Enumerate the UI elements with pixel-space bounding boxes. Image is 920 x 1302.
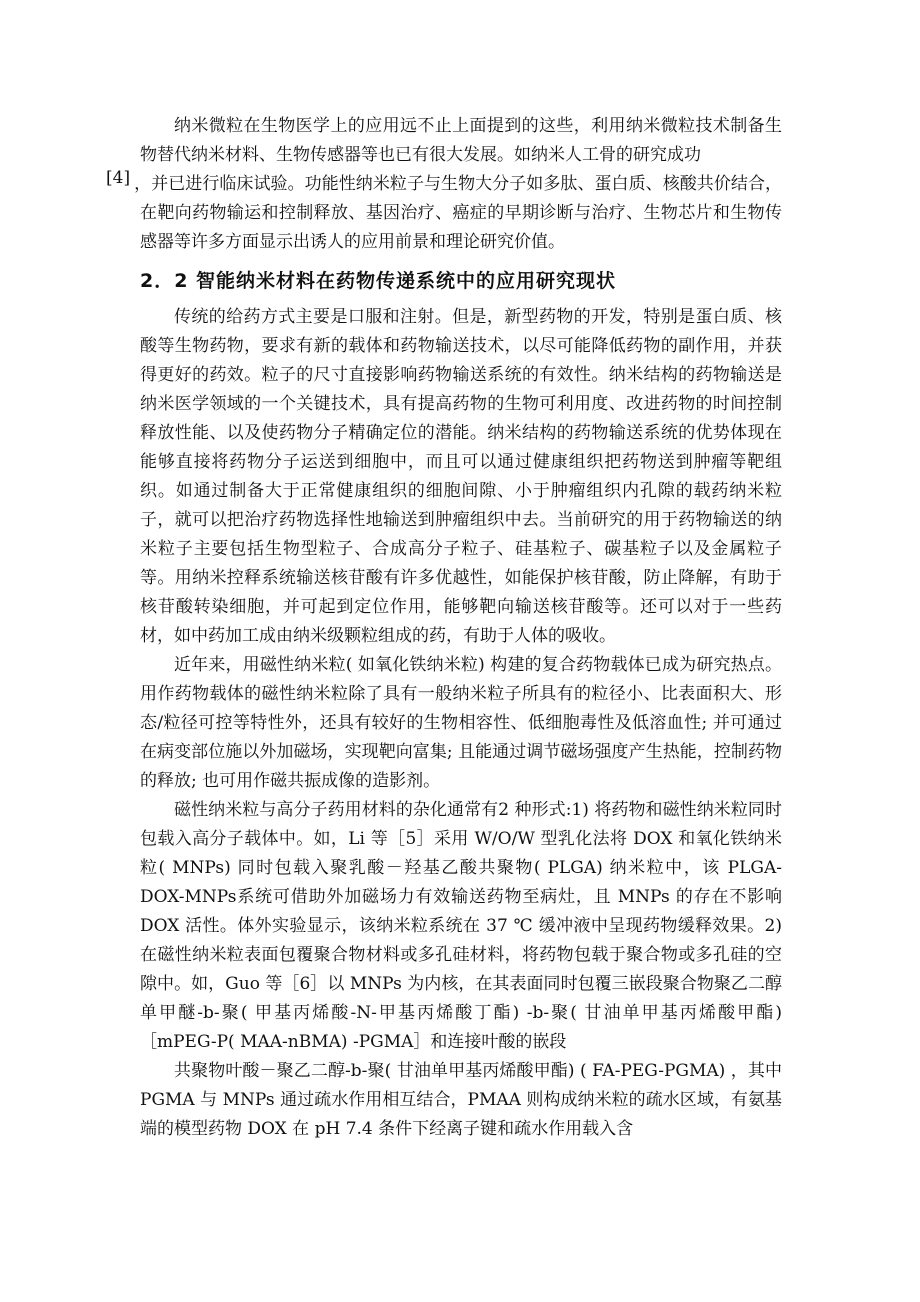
paragraph-hybrid-forms: [140, 796, 782, 1057]
paragraph-hybrid-forms-b: 和氧化铁纳米粒( MNPs) 同时包载入聚乳酸－羟基乙酸共聚物( PLGA) 纳米粒中，该 PLGA-DOX-MNPs系统可借助外加磁场力有效输送药物至病灶，且 MNPs 的存在不影响 DOX 活性。体外实验显示，该纳米粒系统在 37 ℃ 缓冲液中呈现药物缓释效果。2) 在磁性纳米粒表面包覆聚合物材料或多孔硅材料，将药物包载于聚合物或多孔硅的空隙中。如，Guo 等［6］以 MNPs 为内核，在其表面同时包覆三嵌段聚合物聚乙二醇单甲醚-b-聚( 甲基丙烯酸-N-甲基丙烯酸丁酯) -b-聚( 甘油单甲基丙烯酸甲酯) ［mPEG-P( MAA-nBMA) -PGMA］和连接叶酸的嵌段: [140, 829, 782, 1052]
section-heading: 2．2 智能纳米材料在药物传递系统中的应用研究现状: [140, 270, 617, 292]
paragraph-magnetic-nanoparticles: 近年来，用磁性纳米粒( 如氧化铁纳米粒) 构建的复合药物载体已成为研究热点。用作药物载体的磁性纳米粒除了具有一般纳米粒子所具有的粒径小、比表面积大、形态/粒径可控等特性外，还具有较好的生物相容性、低细胞毒性及低溶血性; 并可通过在病变部位施以外加磁场，实现靶向富集; 且能通过调节磁场强度产生热能，控制药物的释放; 也可用作磁共振成像的造影剂。: [140, 655, 782, 791]
document-body: [106, 112, 782, 1144]
paragraph-copolymer: 共聚物叶酸－聚乙二醇-b-聚( 甘油单甲基丙烯酸甲酯) ( FA-PEG-PGMA) ，其中 PGMA 与 MNPs 通过疏水作用相互结合，PMAA 则构成纳米粒的疏水区域，有氨基端的模型药物 DOX 在 pH 7.4 条件下经离子键和疏水作用载入含: [140, 1061, 782, 1139]
citation-ref: [4]: [106, 168, 131, 188]
paragraph-intro-text-b: ，并已进行临床试验。功能性纳米粒子与生物大分子如多肽、蛋白质、核酸共价结合，在靶向药物输运和控制释放、基因治疗、癌症的早期诊断与治疗、生物芯片和生物传感器等许多方面显示出诱人的应用前景和理论研究价值。: [134, 174, 782, 252]
paragraph-intro: [106, 112, 782, 257]
paragraph-hybrid-forms-a: 磁性纳米粒与高分子药用材料的杂化通常有2 种形式:1) 将药物和磁性纳米粒同时包载入高分子载体中。如，Li 等［5］采用 W/O/W 型乳化法将 DOX: [140, 800, 782, 849]
paragraph-drug-delivery: 传统的给药方式主要是口服和注射。但是，新型药物的开发，特别是蛋白质、核酸等生物药物，要求有新的载体和药物输送技术，以尽可能降低药物的副作用，并获得更好的药效。粒子的尺寸直接影响药物输送系统的有效性。纳米结构的药物输送是纳米医学领域的一个关键技术，具有提高药物的生物可利用度、改进药物的时间控制释放性能、以及使药物分子精确定位的潜能。纳米结构的药物输送系统的优势体现在能够直接将药物分子运送到细胞中，而且可以通过健康组织把药物送到肿瘤等靶组织。如通过制备大于正常健康组织的细胞间隙、小于肿瘤组织内孔隙的载药纳米粒子，就可以把治疗药物选择性地输送到肿瘤组织中去。当前研究的用于药物输送的纳米粒子主要包括生物型粒子、合成高分子粒子、硅基粒子、碳基粒子以及金属粒子等。用纳米控释系统输送核苷酸有许多优越性，如能保护核苷酸，防止降解，有助于核苷酸转染细胞，并可起到定位作用，能够靶向输送核苷酸等。还可以对于一些药材，如中药加工成由纳米级颗粒组成的药，有助于人体的吸收。: [140, 307, 782, 646]
paragraph-intro-text-a: 纳米微粒在生物医学上的应用远不止上面提到的这些，利用纳米微粒技术制备生物替代纳米材料、生物传感器等也已有很大发展。如纳米人工骨的研究成功: [140, 116, 782, 165]
